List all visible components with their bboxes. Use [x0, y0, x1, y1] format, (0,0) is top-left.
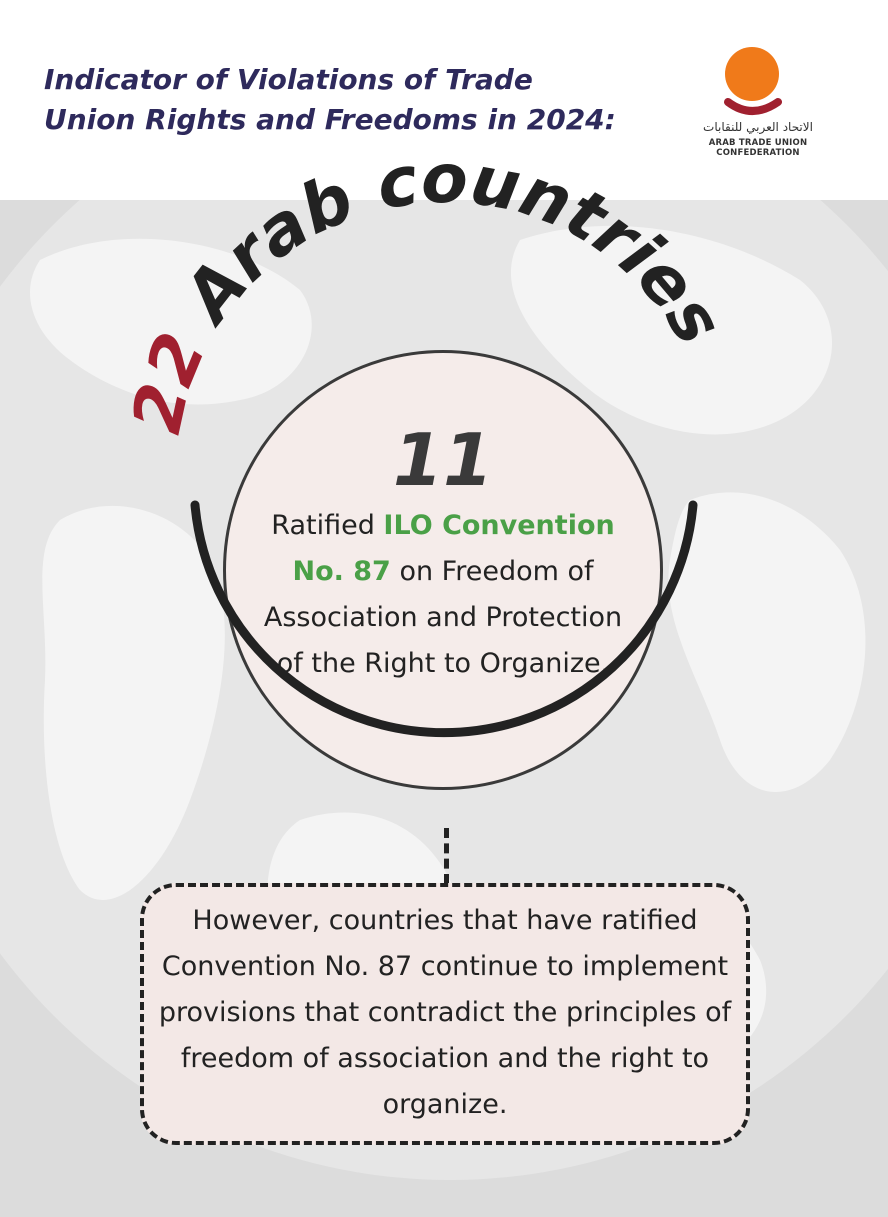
title-line-1: Indicator of Violations of Trade — [44, 63, 533, 96]
logo-english-name: ARAB TRADE UNION CONFEDERATION — [708, 138, 808, 158]
note-text: However, countries that have ratified Convention No. 87 continue to implement provisions that contradict the principles of freedom of association and the right to organize. — [158, 905, 732, 1120]
ratified-description — [253, 503, 633, 687]
dashed-connector — [444, 828, 449, 884]
convention-highlight: ILO Convention No. 87 — [292, 510, 615, 587]
description-suffix: on Freedom of Association and Protection of the Right to Organize. — [263, 556, 623, 679]
headline-count: 22 — [117, 322, 222, 440]
ratified-count-number: 11 — [392, 418, 494, 502]
description-prefix: Ratified — [271, 510, 384, 541]
logo-arabic-name: الاتحاد العربي للنقابات — [703, 120, 813, 134]
title-line-2: Union Rights and Freedoms in 2024: — [44, 103, 616, 136]
headline-label: Arab countries — [169, 140, 739, 358]
headline-arc-text — [118, 140, 739, 440]
